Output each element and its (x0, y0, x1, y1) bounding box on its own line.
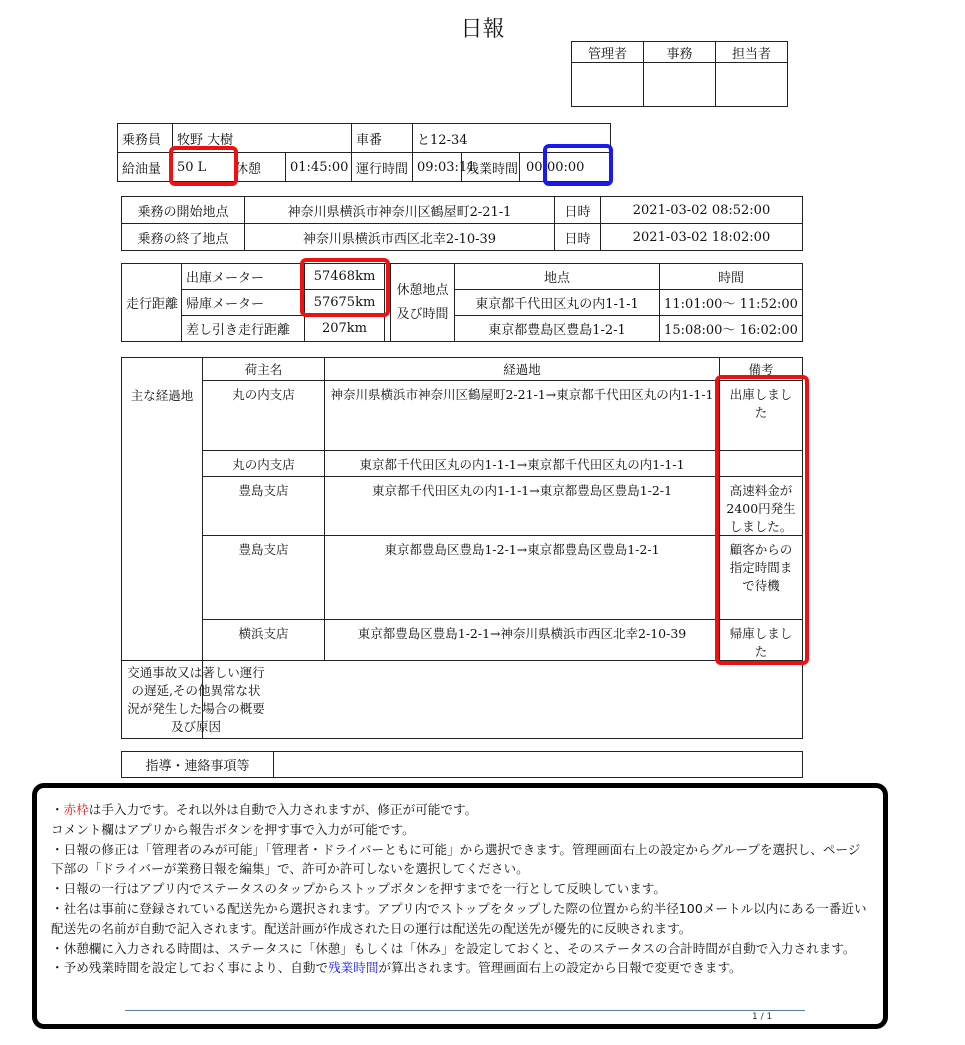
table-row[interactable] (122, 620, 803, 661)
shipper-cell: 豊島支店 (203, 477, 325, 536)
shipper-cell: 丸の内支店 (203, 451, 325, 477)
note-line: ・休憩欄に入力される時間は、ステータスに「休憩」もしくは「休み」を設定しておくと、そのステータスの合計時間が自動で入力されます。 (51, 940, 856, 956)
operating-time-value[interactable]: 09:03:11 (413, 153, 462, 182)
footer-divider (125, 1010, 805, 1011)
table-row[interactable] (122, 381, 803, 451)
operating-time-label: 運行時間 (352, 153, 413, 182)
remarks-cell[interactable]: 帰庫しました (720, 620, 803, 661)
shipper-cell: 横浜支店 (203, 620, 325, 661)
vehicle-label: 車番 (352, 124, 413, 153)
end-datetime[interactable]: 2021-03-02 18:02:00 (601, 224, 803, 251)
overtime-value[interactable]: 00:00:00 (520, 153, 611, 182)
start-point-label: 乗務の開始地点 (122, 197, 245, 224)
remarks-header: 備考 (720, 358, 803, 381)
note-line (51, 800, 871, 820)
via-cell: 神奈川県横浜市神奈川区鶴屋町2-21-1→東京都千代田区丸の内1-1-1 (325, 381, 720, 451)
rest-label-line1: 休憩地点 (396, 282, 449, 298)
accident-field[interactable] (203, 661, 803, 739)
break-value[interactable]: 01:45:00 (286, 153, 352, 182)
manual-input-highlight-meters (300, 258, 390, 317)
instructions-note-box (32, 783, 888, 1029)
note-text: は手入力です。それ以外は自動で入力されますが、修正が可能です。 (88, 802, 478, 817)
table-row[interactable] (122, 536, 803, 620)
start-point-address[interactable]: 神奈川県横浜市神奈川区鶴屋町2-21-1 (245, 197, 555, 224)
end-datetime-label: 日時 (555, 224, 601, 251)
driver-name[interactable]: 牧野 大樹 (173, 124, 352, 153)
net-distance-label: 差し引き走行距離 (182, 316, 305, 342)
guidance-label: 指導・連絡事項等 (122, 752, 274, 778)
rest-label (391, 264, 455, 342)
distance-table (121, 263, 803, 342)
via-header: 経過地 (325, 358, 720, 381)
start-datetime[interactable]: 2021-03-02 08:52:00 (601, 197, 803, 224)
page-title: 日報 (460, 17, 505, 42)
note-line: コメント欄はアプリから報告ボタンを押す事で入力が可能です。 (51, 821, 415, 837)
guidance-field[interactable] (274, 752, 803, 778)
note-overtime-term: 残業時間 (328, 960, 379, 976)
return-meter-value[interactable]: 57675km (305, 290, 385, 316)
distance-label: 走行距離 (122, 264, 182, 342)
shipper-header: 荷主名 (203, 358, 325, 381)
end-point-address[interactable]: 神奈川県横浜市西区北幸2-10-39 (245, 224, 555, 251)
guidance-table (121, 751, 803, 778)
approval-person-label: 担当者 (716, 42, 788, 63)
note-red-frame-term: 赤枠 (63, 802, 89, 817)
stops-section-label: 主な経過地 (122, 358, 203, 661)
manual-input-highlight-fuel (169, 146, 238, 186)
remarks-cell[interactable]: 顧客からの指定時間まで待機 (720, 536, 803, 620)
via-cell: 東京都豊島区豊島1-2-1→神奈川県横浜市西区北幸2-10-39 (325, 620, 720, 661)
table-row[interactable] (122, 477, 803, 536)
duty-route-table (121, 196, 803, 251)
remarks-cell[interactable]: 出庫しました (720, 381, 803, 451)
end-point-label: 乗務の終了地点 (122, 224, 245, 251)
page-number: 1 / 1 (752, 1012, 773, 1022)
out-meter-label: 出庫メーター (182, 264, 305, 290)
out-meter-value[interactable]: 57468km (305, 264, 385, 290)
rest-place[interactable]: 東京都豊島区豊島1-2-1 (455, 316, 660, 342)
approval-office-stamp[interactable] (644, 63, 716, 107)
driver-label: 乗務員 (118, 124, 173, 153)
note-line: ・日報の修正は「管理者のみが可能」「管理者・ドライバーともに可能」から選択できます。管理画面右上の設定からグループを選択し、ページ下部の「ドライバーが業務日報を編集」で、許可か許可しないを選択してください。 (51, 841, 861, 877)
note-text: ・予め残業時間を設定しておく事により、自動で (51, 960, 329, 976)
net-distance-value[interactable]: 207km (305, 316, 385, 342)
rest-label-line2: 及び時間 (396, 306, 449, 322)
approval-stamp-table (571, 41, 788, 107)
stops-table (121, 357, 803, 739)
rest-time-header: 時間 (660, 264, 803, 290)
approval-person-stamp[interactable] (716, 63, 788, 107)
note-bullet: ・ (51, 802, 64, 817)
via-cell: 東京都千代田区丸の内1-1-1→東京都千代田区丸の内1-1-1 (325, 451, 720, 477)
start-datetime-label: 日時 (555, 197, 601, 224)
note-line (51, 958, 871, 978)
via-cell: 東京都千代田区丸の内1-1-1→東京都豊島区豊島1-2-1 (325, 477, 720, 536)
approval-office-label: 事務 (644, 42, 716, 63)
rest-time[interactable]: 15:08:00～ 16:02:00 (660, 316, 803, 342)
rest-time[interactable]: 11:01:00～ 11:52:00 (660, 290, 803, 316)
vehicle-number[interactable]: と12-34 (413, 124, 611, 153)
fuel-value[interactable]: 50 L (173, 153, 235, 182)
rest-place-header: 地点 (455, 264, 660, 290)
break-label: 休憩 (235, 153, 286, 182)
manual-input-highlight-remarks (715, 375, 809, 665)
accident-label-text: 交通事故又は著しい運行の遅延,その他異常な状況が発生した場合の概要及び原因 (127, 664, 265, 734)
table-row[interactable] (122, 451, 803, 477)
fuel-label: 給油量 (118, 153, 173, 182)
accident-label (122, 661, 265, 739)
note-text: が算出されます。管理画面右上の設定から日報で変更できます。 (378, 960, 742, 976)
overtime-highlight (543, 144, 613, 186)
shipper-cell: 丸の内支店 (203, 381, 325, 451)
overtime-label: 残業時間 (462, 153, 520, 182)
return-meter-label: 帰庫メーター (182, 290, 305, 316)
note-line: ・日報の一行はアプリ内でステータスのタップからストップボタンを押すまでを一行として反映しています。 (51, 881, 666, 897)
shipper-cell: 豊島支店 (203, 536, 325, 620)
rest-place[interactable]: 東京都千代田区丸の内1-1-1 (455, 290, 660, 316)
remarks-cell[interactable]: 高速料金が2400円発生しました。 (720, 477, 803, 536)
approval-manager-stamp[interactable] (572, 63, 644, 107)
via-cell: 東京都豊島区豊島1-2-1→東京都豊島区豊島1-2-1 (325, 536, 720, 620)
note-line: ・社名は事前に登録されている配送先から選択されます。アプリ内でストップをタップした際の位置から約半径100メートル以内にある一番近い配送先の名前が自動で記入されます。配送計画が作成された日の運行は配送先の配送先が優先的に反映されます。 (51, 900, 867, 936)
approval-manager-label: 管理者 (572, 42, 644, 63)
